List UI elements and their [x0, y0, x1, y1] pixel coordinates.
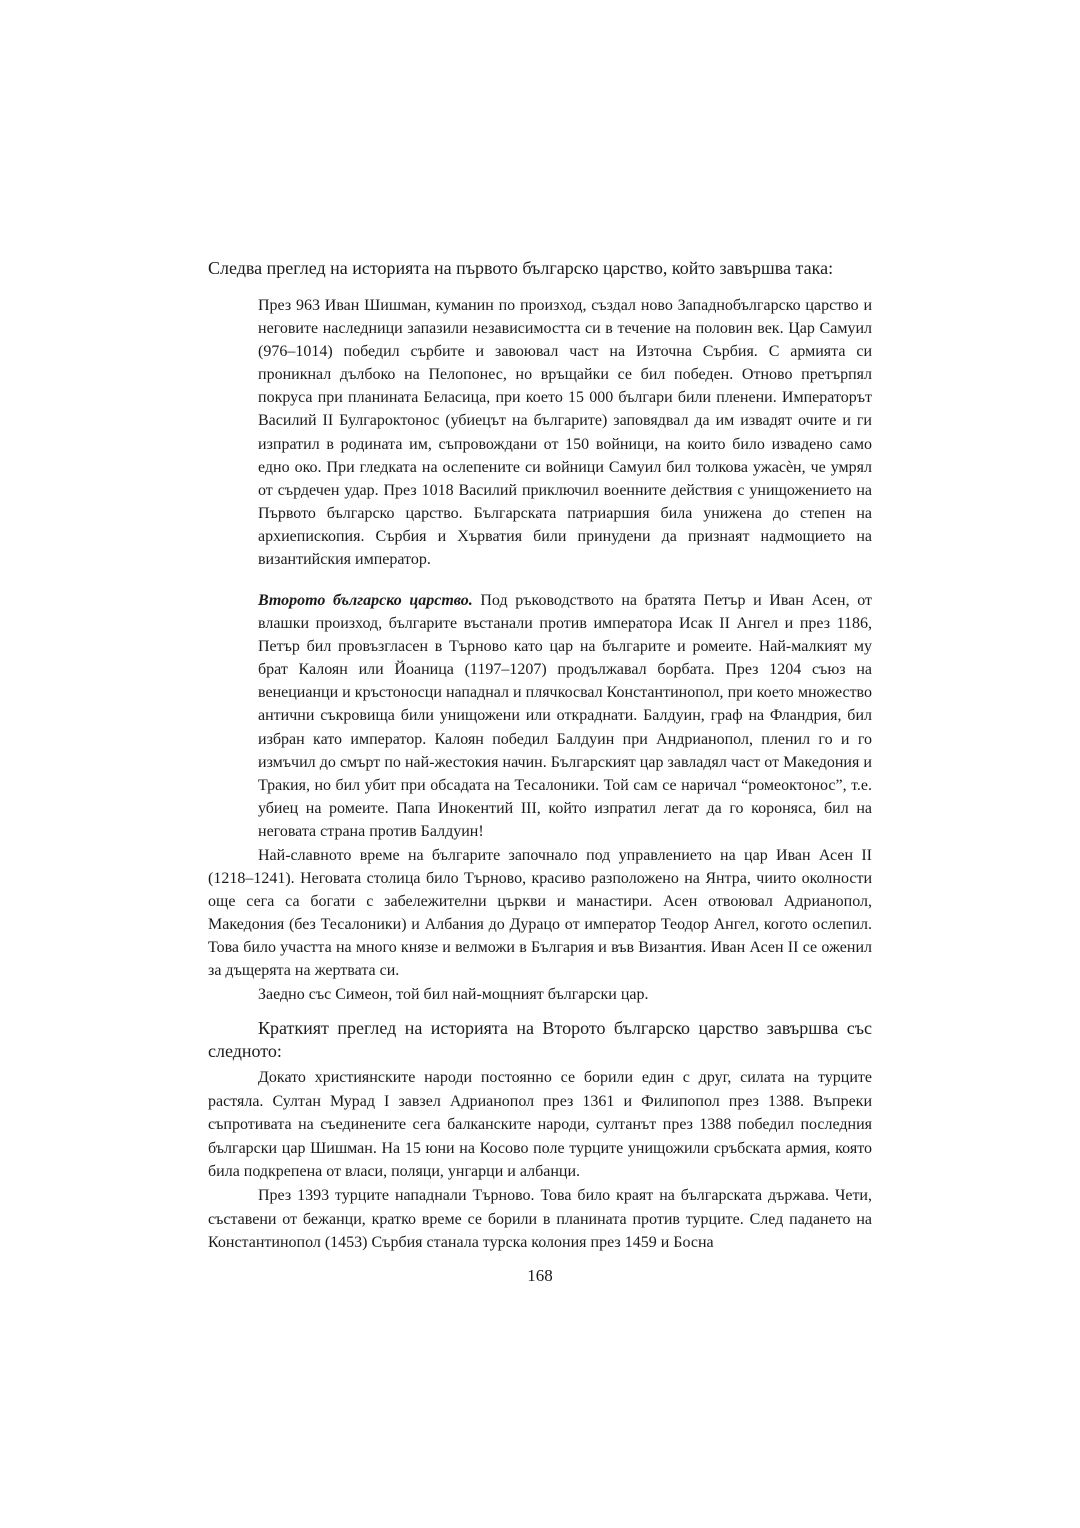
section-heading-second-kingdom: Второто българско царство.: [258, 592, 473, 609]
intro-line: Следва преглед на историята на първото българско царство, който завършва така:: [208, 258, 834, 278]
page-number: 168: [527, 1266, 553, 1285]
quote-second-text: Под ръководството на братята Петър и Иван Асен, от влашки произход, българите въстанали против императора Исак II Ангел и през 1186, Петър бил провъзгласен в Търново като цар на българите и ромеите. Най-малкият му брат Калоян или Йоаница (1197–1207) продължавал борбата. През 1204 съюз на венецианци и кръстоносци нападнал и плячкосвал Константинопол, при което множество антични съкровища били унищожени или откраднати. Балдуин, граф на Фландрия, бил избран като император. Калоян победил Балдуин при Андрианопол, пленил го и го измъчил до смърт по най-жестокия начин. Българският цар завладял част от Македония и Тракия, но бил убит при обсадата на Тесалоники. Той сам се наричал “ромеоктонос”, т.е. убиец на ромеите. Папа Инокентий III, който изпратил легат да го короняса, бил на неговата страна против Балдуин!: [258, 592, 873, 840]
body-text: [208, 1066, 872, 1255]
paragraph: Заедно със Симеон, той бил най-мощният български цар.: [258, 985, 649, 1003]
continuation-text: [208, 844, 872, 1006]
block-quote-first-kingdom: През 963 Иван Шишман, куманин по произход, създал ново Западнобългарско царство и неговите наследници запазили независимостта си в течение на половин век. Цар Самуил (976–1014) победил сърбите и завоювал част на Източна Сърбия. С армията си проникнал дълбоко на Пелопонес, но връщайки се бил победен. Отново претърпял покруса при планината Беласица, при което 15 000 българи били пленени. Императорът Василий II Булгароктонос (убиецът на българите) заповядвал да им извадят очите и ги изпратил в родината им, съпровождани от 150 войници, на които било извадено само едно око. При гледката на ослепените си войници Самуил бил толкова ужасѐн, че умрял от сърдечен удар. През 1018 Василий приключил военните действия с унищожението на Първото българско царство. Българската патриаршия била унижена до степен на архиепископия. Сърбия и Хърватия били принудени да признаят надмощието на византийския император.: [258, 297, 872, 569]
section-intro: Краткият преглед на историята на Второто българско царство завършва със следното:: [208, 1018, 872, 1061]
paragraph: Най-славното време на българите започнало под управлението на цар Иван Асен II (1218–1241). Неговата столица било Търново, красиво разположено на Янтра, чиито околности още сега са богати с забележителни църкви и манастири. Асен отвоювал Адрианопол, Македония (без Тесалоники) и Албания до Дурацо от император Теодор Ангел, когото ослепил. Това било участта на много князе и велможи в България и във Византия. Иван Асен II се оженил за дъщерята на жертвата си.: [208, 847, 872, 980]
paragraph: През 1393 турците нападнали Търново. Това било краят на българската държава. Чети, съставени от бежанци, кратко време се борили в планината против турците. След падането на Константинопол (1453) Сърбия станала турска колония през 1459 и Босна: [208, 1186, 872, 1252]
paragraph: Докато християнските народи постоянно се борили един с друг, силата на турците растяла. Султан Мурад I завзел Адрианопол през 1361 и Филипопол през 1388. Въпреки съпротивата на съединените сега балканските народи, султанът през 1388 победил последния български цар Шишман. На 15 юни на Косово поле турците унищожили сръбската армия, която била подкрепена от власи, поляци, унгарци и албанци.: [208, 1069, 872, 1181]
block-quote-second-kingdom: [258, 589, 872, 843]
